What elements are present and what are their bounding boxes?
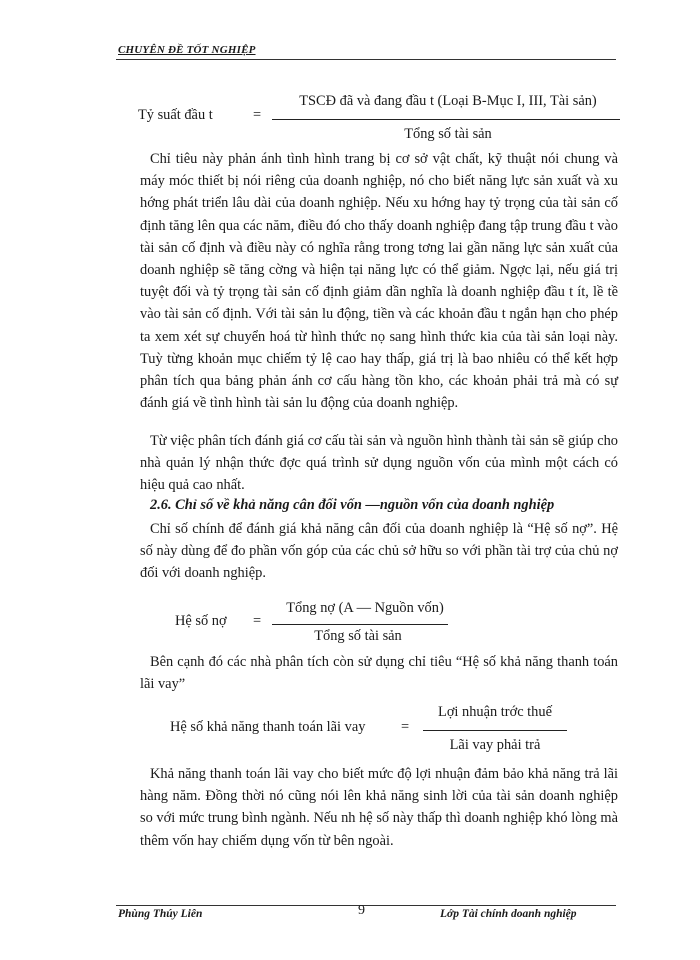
- footer-author: Phùng Thúy Liên: [118, 908, 203, 920]
- formula-denominator: Tổng số tài sản: [314, 628, 402, 644]
- fraction-line: [272, 119, 620, 120]
- paragraph-text: Bên cạnh đó các nhà phân tích còn sử dụng chỉ tiêu “Hệ số khả năng thanh toán lãi vay”: [140, 654, 618, 693]
- paragraph-fixed-assets: [140, 148, 618, 414]
- footer-rule: [116, 905, 616, 906]
- formula-denominator: Tổng số tài sản: [404, 126, 492, 142]
- paragraph-conclusion: [140, 430, 618, 497]
- fraction-line: [272, 624, 448, 625]
- paragraph-text: Khả năng thanh toán lãi vay cho biết mức độ lợi nhuận đảm bảo khả năng trả lãi hàng năm. Đồng thời nó cũng nói lên khả năng sinh lời của tài sản doanh nghiệp so với mức trung bình ngành. Nếu nh hệ số này thấp thì doanh nghiệp khó lòng mà thêm vốn hay chiếm dụng vốn từ bên ngoài.: [140, 766, 618, 849]
- paragraph-text: Từ việc phân tích đánh giá cơ cấu tài sản và nguồn hình thành tài sản sẽ giúp cho nhà quản lý nhận thức đợc quá trình sử dụng nguồn vốn của mình một cách có hiệu quả cao nhất.: [140, 433, 618, 494]
- formula-label: Hệ số khả năng thanh toán lãi vay: [170, 719, 366, 735]
- section-heading: 2.6. Chỉ số về khả năng cân đối vốn —nguồn vốn của doanh nghiệp: [150, 497, 555, 513]
- formula-numerator: Lợi nhuận trớc thuế: [438, 704, 552, 720]
- paragraph-interest-coverage-intro: [140, 651, 618, 695]
- header-rule: [116, 59, 616, 60]
- formula-equals: =: [253, 613, 262, 629]
- formula-numerator: Tổng nợ (A — Nguồn vốn): [286, 600, 444, 616]
- fraction-line: [423, 730, 567, 731]
- formula-label: Tỷ suất đầu t: [138, 107, 213, 123]
- formula-denominator: Lãi vay phải trả: [449, 737, 541, 753]
- formula-label: Hệ số nợ: [175, 613, 227, 629]
- formula-numerator: TSCĐ đã và đang đầu t (Loại B-Mục I, III, Tài sản): [299, 93, 597, 109]
- formula-equals: =: [253, 107, 262, 123]
- paragraph-interest-coverage: [140, 763, 618, 852]
- running-header: CHUYÊN ĐỀ TỐT NGHIỆP: [118, 44, 256, 56]
- page-number: 9: [358, 903, 365, 918]
- footer-class-name: Lớp Tài chính doanh nghiệp: [440, 908, 577, 920]
- paragraph-text: Chỉ tiêu này phản ánh tình hình trang bị cơ sở vật chất, kỹ thuật nói chung và máy móc thiết bị nói riêng của doanh nghiệp, nó cho biết năng lực sản xuất và xu hớng phát triển lâu dài của doanh nghiệp. Nếu xu hớng hay tỷ trọng của tài sản cố định tăng lên qua các năm, điều đó cho thấy doanh nghiệp đang tập trung đầu t vào tài sản cố định và điều này có nghĩa rằng trong tơng lai gần năng lực sản xuất của doanh nghiệp sẽ tăng cờng và hiện tại năng lực có thể giảm. Ngợc lại, nếu giá trị tuyệt đối và tỷ trọng tài sản cố định giảm dần nghĩa là doanh nghiệp đầu t ít, lề tề vào tài sản cố định. Với tài sản lu động, tiền và các khoản đầu t ngắn hạn cho phép ta xem xét sự chuyển hoá từ hình thức nọ sang hình thức kia của tài sản loại này. Tuỳ từng khoản mục chiếm tỷ lệ cao hay thấp, giá trị là bao nhiêu có thể kết hợp phân tích qua bảng phản ánh cơ cấu hàng tồn kho, các khoản phải trả mà có sự đánh giá về tình hình tài sản lu động của doanh nghiệp.: [140, 151, 618, 412]
- formula-equals: =: [401, 719, 410, 735]
- paragraph-debt-ratio-intro: [140, 518, 618, 585]
- paragraph-text: Chỉ số chính để đánh giá khả năng cân đối của doanh nghiệp là “Hệ số nợ”. Hệ số này dùng để đo phần vốn góp của các chủ sở hữu so với phần tài trợ của chủ nợ đối với doanh nghiệp.: [140, 521, 618, 582]
